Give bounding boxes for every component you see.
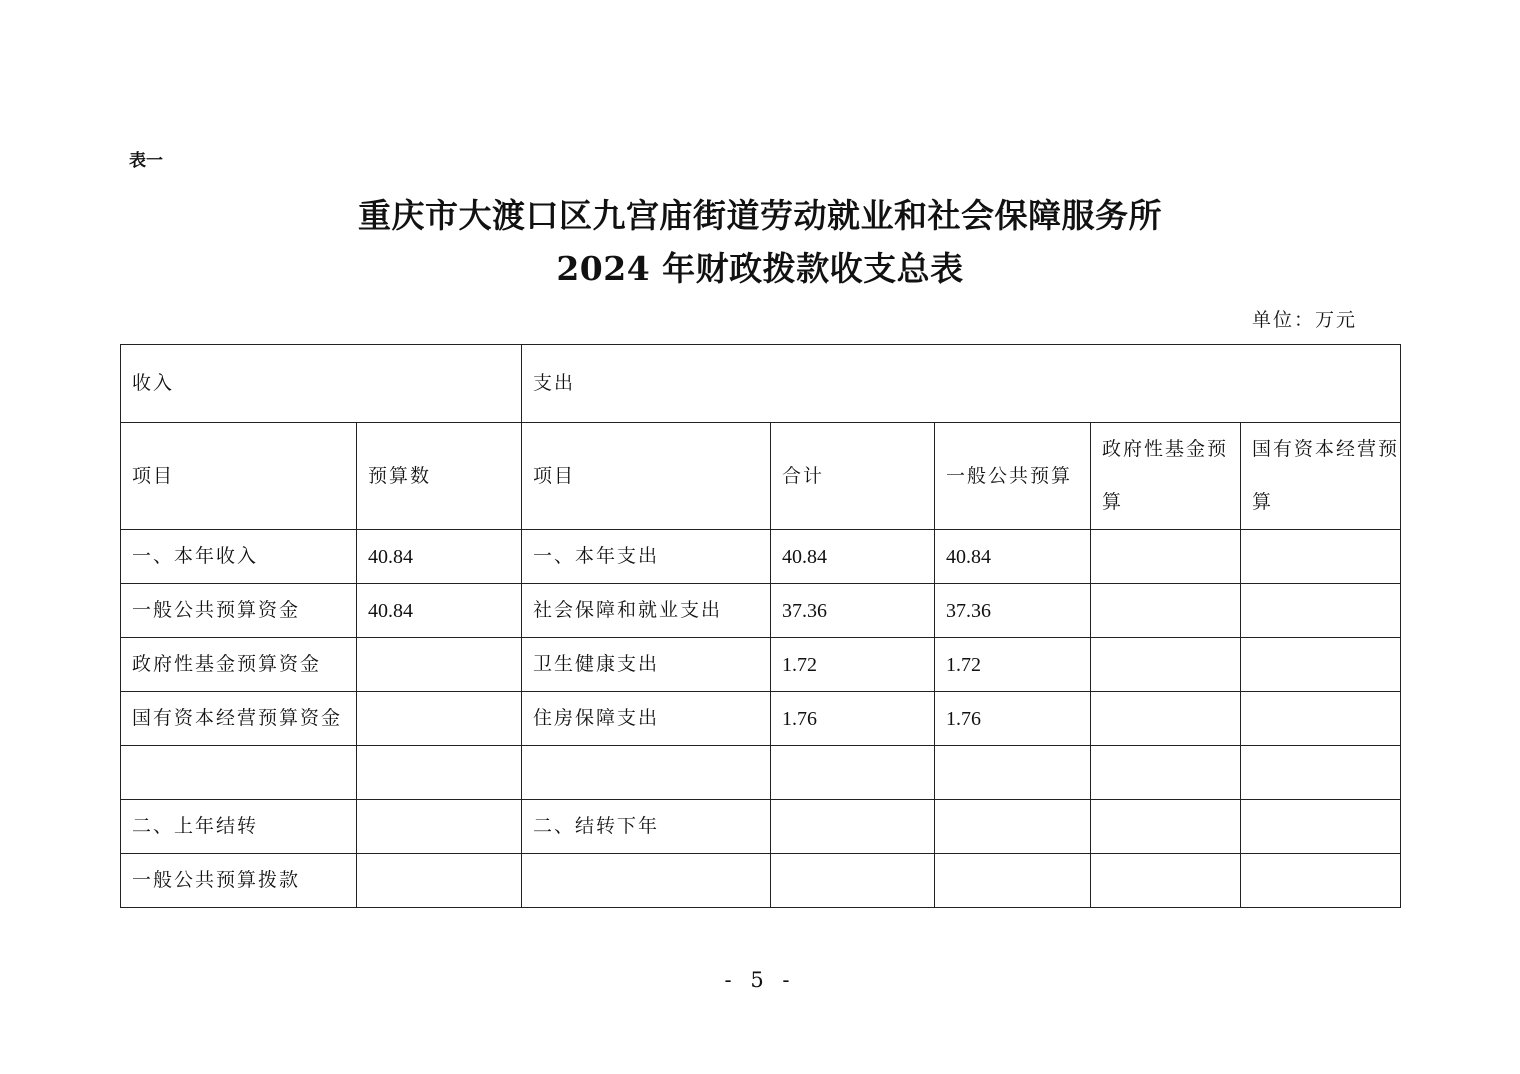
government-fund-budget-cell: [1091, 584, 1241, 638]
total-cell: 1.72: [771, 638, 935, 692]
total-cell: [771, 854, 935, 908]
government-fund-budget-cell: [1091, 530, 1241, 584]
expense-item-cell: 卫生健康支出: [522, 638, 771, 692]
header-income-budget: 预算数: [357, 423, 522, 530]
state-capital-budget-cell: [1241, 746, 1401, 800]
government-fund-budget-cell: [1091, 638, 1241, 692]
income-budget-cell: [357, 746, 522, 800]
table-row: [121, 638, 1401, 692]
income-item-cell: [121, 746, 357, 800]
expense-section-header: 支出: [522, 345, 1401, 423]
total-cell: [771, 800, 935, 854]
header-expense-item: 项目: [522, 423, 771, 530]
general-public-budget-cell: 1.76: [935, 692, 1091, 746]
table-row: [121, 800, 1401, 854]
expense-item-cell: [522, 854, 771, 908]
section-header-row: [121, 345, 1401, 423]
document-title-line-1: 重庆市大渡口区九宫庙街道劳动就业和社会保障服务所: [358, 196, 1162, 235]
expense-item-cell: 二、结转下年: [522, 800, 771, 854]
expense-item-cell: 住房保障支出: [522, 692, 771, 746]
government-fund-budget-cell: [1091, 800, 1241, 854]
income-item-cell: 国有资本经营预算资金: [121, 692, 357, 746]
table-row: [121, 530, 1401, 584]
state-capital-budget-cell: [1241, 530, 1401, 584]
state-capital-budget-cell: [1241, 800, 1401, 854]
column-header-row: [121, 423, 1401, 530]
state-capital-budget-cell: [1241, 692, 1401, 746]
total-cell: 1.76: [771, 692, 935, 746]
budget-table-body: [121, 345, 1401, 908]
income-item-cell: 一、本年收入: [121, 530, 357, 584]
income-budget-cell: [357, 692, 522, 746]
income-item-cell: 一般公共预算拨款: [121, 854, 357, 908]
header-total: 合计: [771, 423, 935, 530]
header-income-item: 项目: [121, 423, 357, 530]
table-row: [121, 584, 1401, 638]
header-general-public-budget: 一般公共预算: [935, 423, 1091, 530]
state-capital-budget-cell: [1241, 638, 1401, 692]
document-title-line-2: 2024 年财政拨款收支总表: [556, 249, 964, 288]
header-state-capital-budget: 国有资本经营预算: [1241, 423, 1401, 530]
table-row: [121, 854, 1401, 908]
expense-item-cell: 社会保障和就业支出: [522, 584, 771, 638]
income-budget-cell: 40.84: [357, 584, 522, 638]
general-public-budget-cell: 1.72: [935, 638, 1091, 692]
general-public-budget-cell: [935, 854, 1091, 908]
income-item-cell: 政府性基金预算资金: [121, 638, 357, 692]
general-public-budget-cell: [935, 746, 1091, 800]
table-row: [121, 746, 1401, 800]
general-public-budget-cell: [935, 800, 1091, 854]
government-fund-budget-cell: [1091, 854, 1241, 908]
state-capital-budget-cell: [1241, 584, 1401, 638]
income-budget-cell: [357, 800, 522, 854]
header-government-fund-budget: 政府性基金预算: [1091, 423, 1241, 530]
state-capital-budget-cell: [1241, 854, 1401, 908]
page-number: - 5 -: [724, 968, 796, 992]
income-budget-cell: [357, 854, 522, 908]
income-item-cell: 一般公共预算资金: [121, 584, 357, 638]
general-public-budget-cell: 40.84: [935, 530, 1091, 584]
table-label: 表一: [129, 151, 163, 171]
total-cell: 40.84: [771, 530, 935, 584]
income-section-header: 收入: [121, 345, 522, 423]
general-public-budget-cell: 37.36: [935, 584, 1091, 638]
total-cell: [771, 746, 935, 800]
unit-label: 单位：万元: [1252, 309, 1358, 331]
expense-item-cell: 一、本年支出: [522, 530, 771, 584]
expense-item-cell: [522, 746, 771, 800]
government-fund-budget-cell: [1091, 746, 1241, 800]
total-cell: 37.36: [771, 584, 935, 638]
income-item-cell: 二、上年结转: [121, 800, 357, 854]
income-budget-cell: [357, 638, 522, 692]
budget-summary-table: [120, 344, 1401, 908]
government-fund-budget-cell: [1091, 692, 1241, 746]
table-row: [121, 692, 1401, 746]
income-budget-cell: 40.84: [357, 530, 522, 584]
